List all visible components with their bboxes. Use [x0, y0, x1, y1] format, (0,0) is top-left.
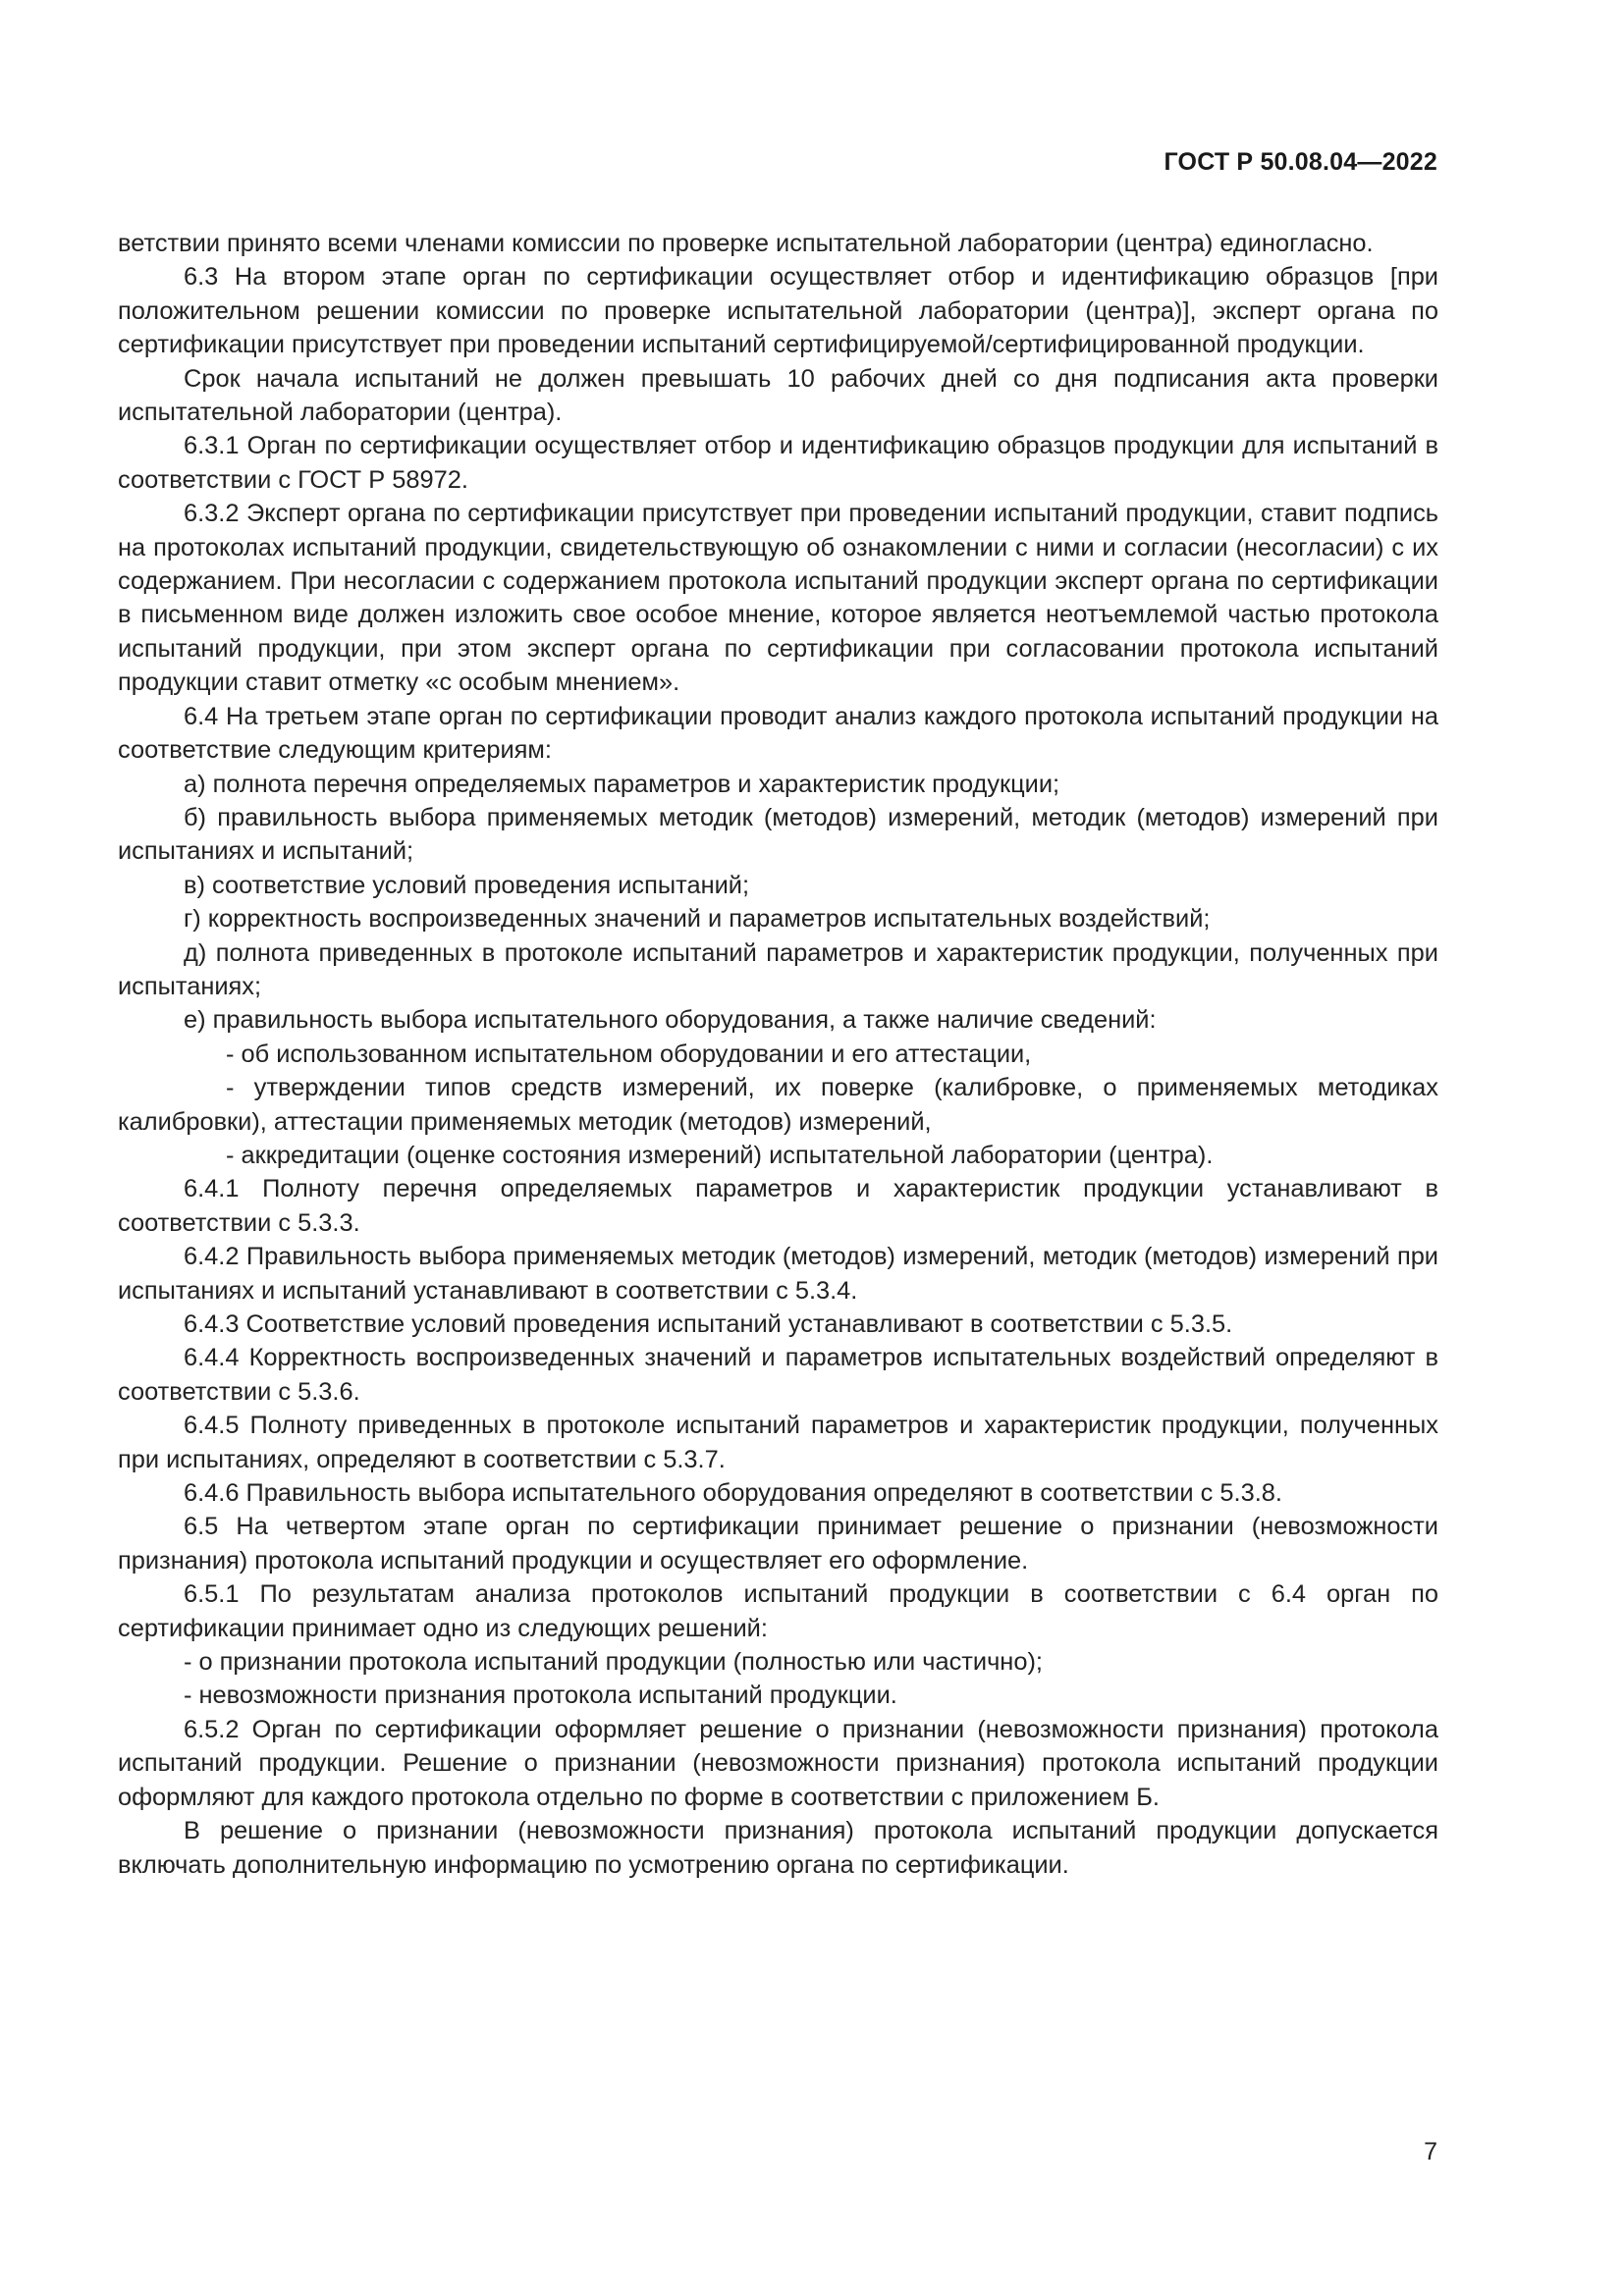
para-6-4-6: 6.4.6 Правильность выбора испытательного оборудования определяют в соответствии с 5.3.8. [184, 1479, 1282, 1508]
para-6-3-1: 6.3.1 Орган по сертификации осуществляет отбор и идентификацию образцов продукции для испытаний в соответствии с ГОСТ Р 58972. [118, 432, 1438, 494]
document-body [118, 227, 1438, 1882]
list-item-b: б) правильность выбора применяемых методик (методов) измерений, методик (методов) измерений при испытаниях и испытаний; [118, 803, 1438, 866]
para-6-3: 6.3 На втором этапе орган по сертификации осуществляет отбор и идентификацию образцов [при положительном решении комиссии по проверке испытательной лаборатории (центра)], эксперт органа по сертификации присутствует при проведении испытаний сертифицируемой/сертифицированной продукции. [118, 263, 1438, 359]
list-item-g: г) корректность воспроизведенных значений и параметров испытательных воздействий; [184, 905, 1211, 934]
page-number: 7 [1424, 2138, 1437, 2165]
para-6-5-1: 6.5.1 По результатам анализа протоколов испытаний продукции в соответствии с 6.4 орган по сертификации принимает одно из следующих решений: [118, 1580, 1438, 1642]
decision-item-non-recognition: - невозможности признания протокола испытаний продукции. [184, 1682, 897, 1710]
para-6-5: 6.5 На четвертом этапе орган по сертификации принимает решение о признании (невозможности признания) протокола испытаний продукции и осуществляет его оформление. [118, 1513, 1438, 1575]
para-6-3-2: 6.3.2 Эксперт органа по сертификации присутствует при проведении испытаний продукции, ставит подпись на протоколах испытаний продукции, свидетельствующую об ознакомлении с ними и согласии (несогласии) с их содержанием. При несогласии с содержанием протокола испытаний продукции эксперт органа по сертификации в письменном виде должен изложить свое особое мнение, которое является неотъемлемой частью протокола испытаний продукции, при этом эксперт органа по сертификации при согласовании протокола испытаний продукции ставит отметку «с особым мнением». [118, 500, 1438, 697]
para-additional-info: В решение о признании (невозможности признания) протокола испытаний продукции допускается включать дополнительную информацию по усмотрению органа по сертификации. [118, 1817, 1438, 1879]
list-item-v: в) соответствие условий проведения испытаний; [184, 871, 750, 899]
para-6-4-5: 6.4.5 Полноту приведенных в протоколе испытаний параметров и характеристик продукции, полученных при испытаниях, определяют в соответствии с 5.3.7. [118, 1412, 1438, 1473]
list-item-e: е) правильность выбора испытательного оборудования, а также наличие сведений: [184, 1006, 1157, 1035]
para-6-5-2: 6.5.2 Орган по сертификации оформляет решение о признании (невозможности признания) протокола испытаний продукции. Решение о признании (невозможности признания) протокола испытаний продукции оформляют для каждого протокола отдельно по форме в соответствии с приложением Б. [118, 1715, 1438, 1811]
para-6-4-3: 6.4.3 Соответствие условий проведения испытаний устанавливают в соответствии с 5.3.5. [184, 1310, 1233, 1338]
sublist-item-equipment: - об использованном испытательном оборудовании и его аттестации, [226, 1040, 1032, 1068]
standard-designation: ГОСТ Р 50.08.04—2022 [1164, 148, 1437, 176]
list-item-a: а) полнота перечня определяемых параметров и характеристик продукции; [184, 770, 1060, 798]
decision-item-recognition: - о признании протокола испытаний продукции (полностью или частично); [184, 1648, 1043, 1677]
para-6-4-1: 6.4.1 Полноту перечня определяемых параметров и характеристик продукции устанавливают в соответствии с 5.3.3. [118, 1175, 1438, 1237]
para-6-4-4: 6.4.4 Корректность воспроизведенных значений и параметров испытательных воздействий определяют в соответствии с 5.3.6. [118, 1344, 1438, 1406]
sublist-item-measuring-types: - утверждении типов средств измерений, их поверке (калибровке, о применяемых методиках калибровки), аттестации применяемых методик (методов) измерений, [118, 1074, 1438, 1136]
para-6-4: 6.4 На третьем этапе орган по сертификации проводит анализ каждого протокола испытаний продукции на соответствие следующим критериям: [118, 702, 1438, 765]
list-item-d: д) полнота приведенных в протоколе испытаний параметров и характеристик продукции, полученных при испытаниях; [118, 938, 1438, 1000]
sublist-item-accreditation: - аккредитации (оценке состояния измерений) испытательной лаборатории (центра). [226, 1141, 1214, 1169]
para-continuation: ветствии принято всеми членами комиссии по проверке испытательной лаборатории (центра) единогласно. [118, 230, 1374, 257]
para-6-4-2: 6.4.2 Правильность выбора применяемых методик (методов) измерений, методик (методов) измерений при испытаниях и испытаний устанавливают в соответствии с 5.3.4. [118, 1243, 1438, 1305]
para-test-start-deadline: Срок начала испытаний не должен превышать 10 рабочих дней со дня подписания акта проверки испытательной лаборатории (центра). [118, 364, 1438, 427]
